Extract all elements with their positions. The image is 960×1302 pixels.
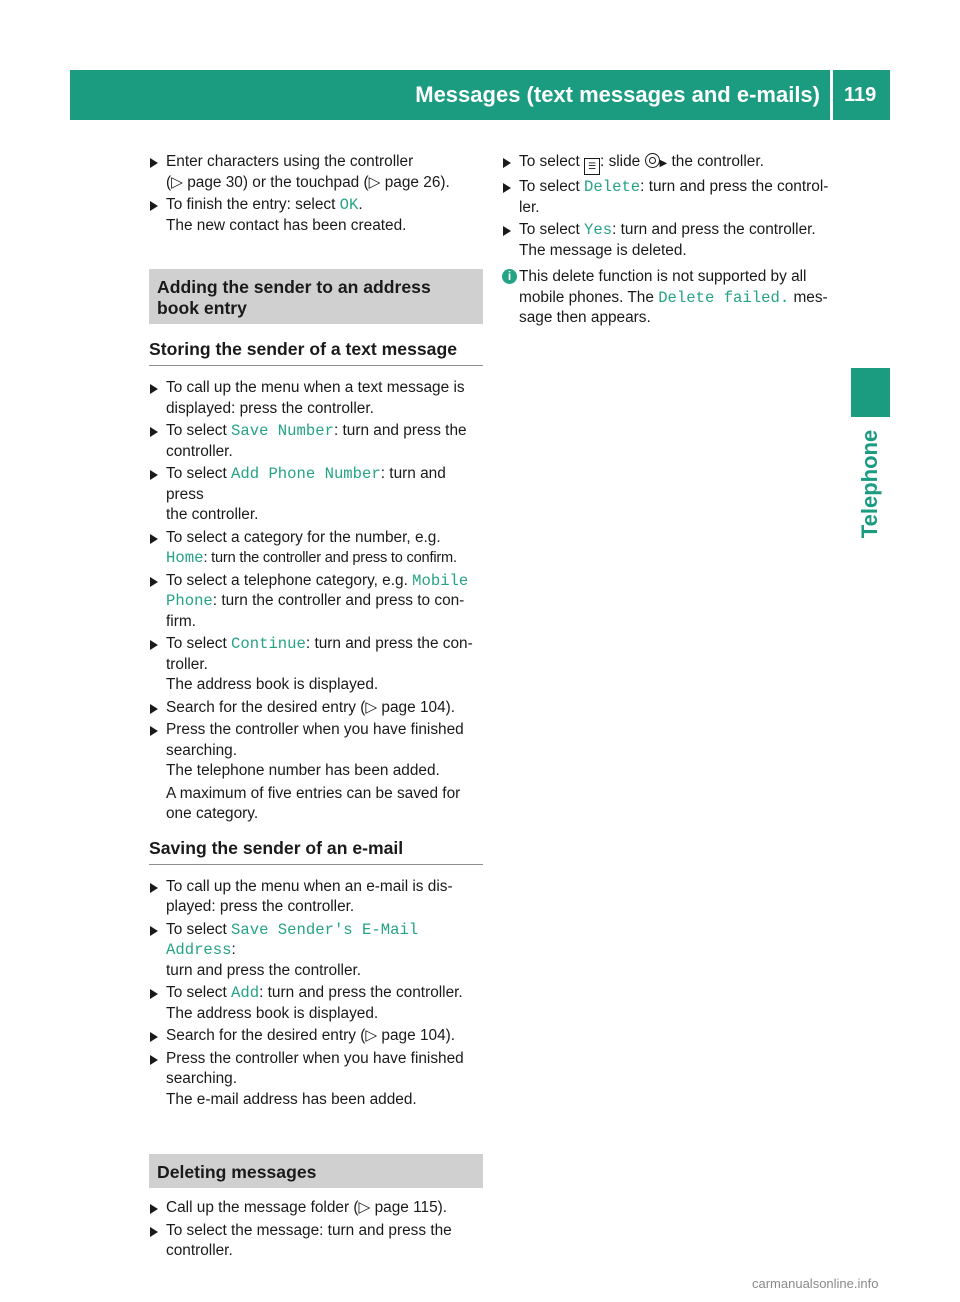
- info-note: [502, 267, 842, 329]
- menu-key-yes: Yes: [584, 221, 613, 239]
- menu-key-delete: Delete: [584, 178, 641, 196]
- step-text: turn and press the controller.: [166, 961, 362, 979]
- step-text: To select: [519, 178, 585, 195]
- note-maximum-entries: [149, 784, 483, 825]
- left-column: [149, 152, 483, 1264]
- step-text: controller.: [166, 1242, 233, 1259]
- step-text: Call up the message folder (▷ page 115).: [166, 1199, 448, 1216]
- step-text: To call up the menu when a text message is: [166, 379, 465, 396]
- step-text: Search for the desired entry (▷ page 104).: [166, 1027, 456, 1044]
- step-save-sender-email: [149, 920, 483, 982]
- step-text: : turn and press the: [333, 422, 467, 439]
- step-text: firm.: [166, 612, 196, 630]
- step-call-message-folder: [149, 1198, 483, 1219]
- step-text: To select a telephone category, e.g.: [166, 571, 413, 589]
- step-text: .: [358, 196, 363, 213]
- step-text: (▷ page 30) or the touchpad (▷ page 26).: [166, 173, 450, 191]
- step-text: To select: [166, 422, 232, 439]
- step-result: The address book is displayed.: [166, 676, 379, 693]
- info-text: sage then appears.: [519, 309, 651, 326]
- step-text: : turn the controller and press to con-: [212, 592, 465, 609]
- section-heading-add-sender: Adding the sender to an address book entry: [149, 269, 483, 324]
- step-text: To select: [166, 635, 232, 652]
- slide-right-arrow-icon: ▶: [659, 158, 668, 169]
- step-confirm-yes: [502, 220, 842, 261]
- step-text: : slide: [600, 153, 645, 170]
- side-tab-marker: [851, 368, 890, 417]
- subheading-email: Saving the sender of an e-mail: [149, 837, 483, 865]
- info-text: This delete function is not supported by all: [519, 268, 807, 285]
- controller-icon: [645, 153, 660, 168]
- step-finish-entry: [149, 195, 483, 236]
- step-text: : turn and press: [166, 465, 446, 503]
- step-text: troller.: [166, 655, 208, 673]
- section-heading-deleting: Deleting messages: [149, 1154, 483, 1188]
- step-save-number: [149, 421, 483, 462]
- step-result: The new contact has been created.: [166, 216, 407, 234]
- step-text: the controller.: [166, 506, 259, 523]
- menu-key-save-number: Save Number: [231, 422, 334, 440]
- menu-symbol-icon: ☰: [584, 158, 600, 175]
- header-divider: [830, 70, 833, 120]
- step-search-entry-email: [149, 1026, 483, 1047]
- info-text: mes-: [789, 288, 828, 306]
- step-text: : turn and press the control-: [640, 178, 829, 195]
- step-text: To select a category for the number, e.g.: [166, 528, 441, 546]
- step-text: Enter characters using the controller: [166, 153, 414, 170]
- step-text: the controller.: [667, 153, 764, 170]
- step-select-options: [502, 152, 842, 175]
- step-press-controller: [149, 720, 483, 782]
- step-search-entry: [149, 698, 483, 719]
- step-text: played: press the controller.: [166, 898, 355, 915]
- step-text: Press the controller when you have finished: [166, 1049, 464, 1067]
- step-call-menu-email: [149, 877, 483, 918]
- step-select-category: [149, 528, 483, 569]
- info-icon: i: [502, 269, 517, 284]
- step-text: : turn and press the controller.: [259, 984, 463, 1001]
- step-text: searching.: [166, 1070, 238, 1087]
- watermark: carmanualsonline.info: [752, 1276, 879, 1291]
- step-text: ler.: [519, 198, 540, 216]
- step-call-menu: [149, 378, 483, 419]
- step-text: To select: [166, 920, 232, 938]
- step-text: :: [231, 941, 236, 958]
- step-continue: [149, 634, 483, 696]
- menu-key-home: Home: [166, 549, 204, 567]
- step-add: [149, 983, 483, 1024]
- page-header: [70, 70, 890, 120]
- menu-key-phone: Phone: [166, 592, 213, 610]
- step-text: searching.: [166, 741, 238, 759]
- step-text: : turn and press the con-: [305, 635, 473, 652]
- step-text: To select: [166, 984, 232, 1001]
- menu-key-delete-failed: Delete failed.: [658, 288, 790, 307]
- step-text: To call up the menu when an e-mail is dis-: [166, 877, 453, 895]
- menu-key-save-sender-email: Save Sender's E-Mail Address: [166, 920, 419, 959]
- step-result: The message is deleted.: [519, 241, 687, 259]
- menu-key-mobile: Mobile: [412, 571, 469, 590]
- note-text: one category.: [166, 805, 259, 822]
- step-enter-characters: [149, 152, 483, 193]
- step-result: The telephone number has been added.: [166, 762, 440, 779]
- right-column: [502, 152, 842, 329]
- step-result: The address book is displayed.: [166, 1004, 379, 1022]
- step-text: To select: [166, 465, 232, 482]
- step-text: To select: [519, 221, 585, 238]
- menu-key-add-phone-number: Add Phone Number: [231, 465, 381, 483]
- step-text: To select the message: turn and press the: [166, 1221, 452, 1239]
- step-text: Press the controller when you have finished: [166, 721, 464, 738]
- step-text: : turn and press the controller.: [612, 221, 816, 238]
- step-add-phone-number: [149, 464, 483, 526]
- menu-key-continue: Continue: [231, 635, 306, 653]
- subheading-text-message: Storing the sender of a text message: [149, 338, 483, 366]
- step-text: controller.: [166, 442, 233, 460]
- step-text: To finish the entry: select: [166, 196, 340, 213]
- side-tab-label: Telephone: [857, 429, 882, 539]
- step-text: : turn the controller and press to confirm.: [203, 550, 457, 566]
- menu-key-add: Add: [231, 984, 260, 1002]
- menu-key-ok: OK: [339, 196, 359, 214]
- note-text: A maximum of five entries can be saved for: [166, 784, 461, 802]
- step-delete: [502, 177, 842, 218]
- step-select-telephone-category: [149, 571, 483, 633]
- info-text: mobile phones. The: [519, 288, 659, 306]
- step-press-controller-email: [149, 1049, 483, 1111]
- step-text: Search for the desired entry (▷ page 104).: [166, 698, 456, 716]
- step-text: displayed: press the controller.: [166, 399, 374, 417]
- header-title: Messages (text messages and e-mails): [415, 82, 820, 107]
- page-number: 119: [844, 84, 877, 106]
- step-result: The e-mail address has been added.: [166, 1090, 417, 1108]
- step-text: To select: [519, 153, 585, 170]
- step-select-message: [149, 1221, 483, 1262]
